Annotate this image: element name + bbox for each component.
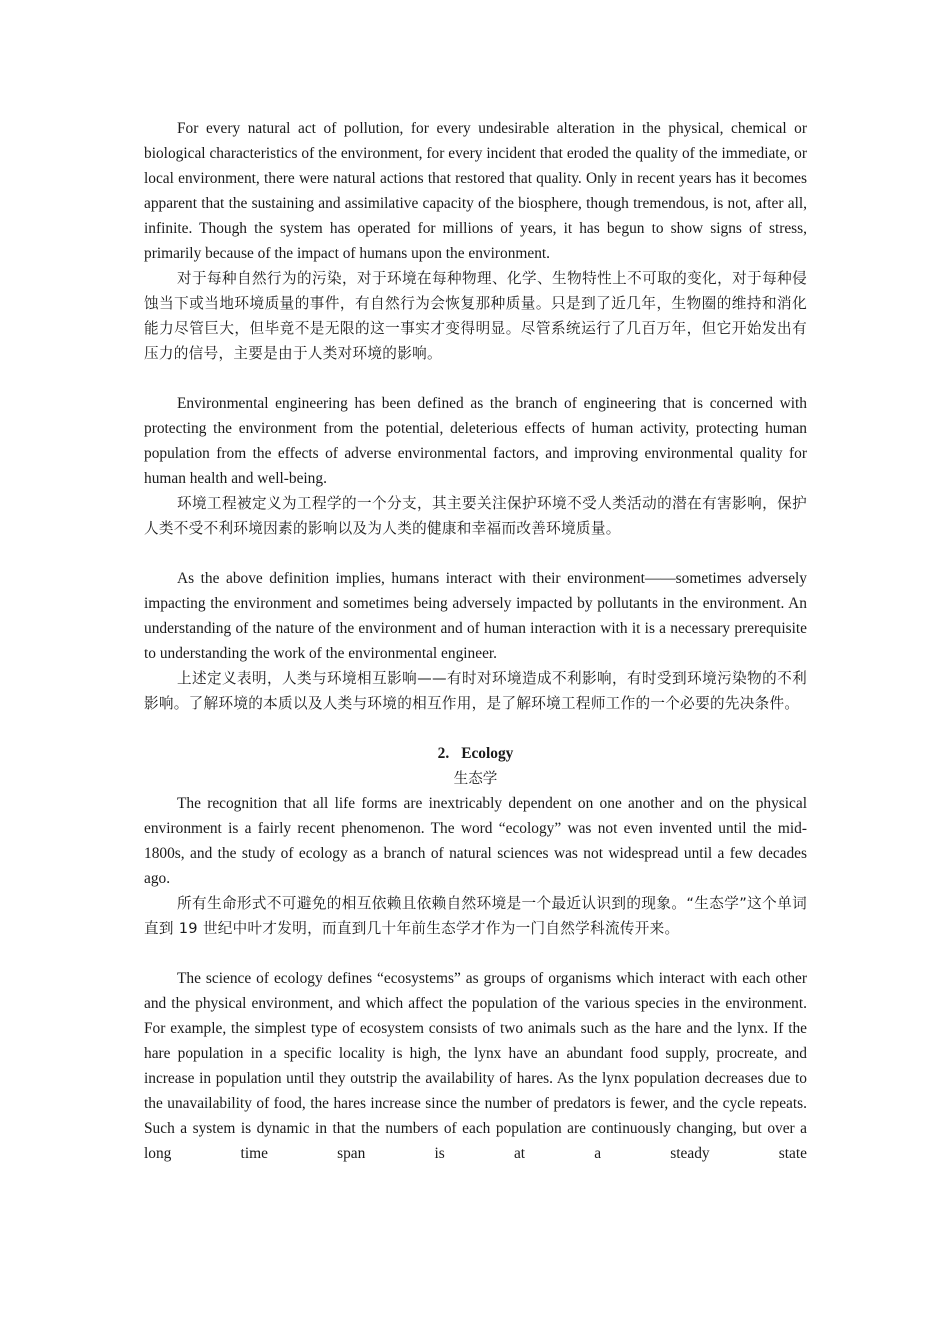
paragraph-gap — [144, 541, 807, 566]
paragraph-gap — [144, 716, 807, 741]
paragraph-recognition-en: The recognition that all life forms are inextricably dependent on one another and on the physical environment is a fairly recent phenomenon. The word “ecology” was not even invented until the mid-1800s, and the study of ecology as a branch of natural sciences was not widespread until a few decades ago. — [144, 795, 807, 887]
paragraph-ecosystems-en: The science of ecology defines “ecosystems” as groups of organisms which interact with each other and the physical environment, and which affect the population of the various species in the environment. For example, the simplest type of ecosystem consists of two animals such as the hare and the lynx. If the hare population in a specific locality is high, the lynx have an abundant food supply, procreate, and increase in population until they outstrip the availability of hares. As the lynx population decreases due to the unavailability of food, the hares increase since the number of predators is fewer, and the cycle repeats. Such a system is dynamic in that the numbers of each population are continuously changing, but over a long time span is at a steady state — [144, 970, 807, 1162]
paragraph-pollution-zh: 对于每种自然行为的污染，对于环境在每种物理、化学、生物特性上不可取的变化，对于每种侵蚀当下或当地环境质量的事件，有自然行为会恢复那种质量。只是到了近几年，生物圈的维持和消化能力尽管巨大，但毕竟不是无限的这一事实才变得明显。尽管系统运行了几百万年，但它开始发出有压力的信号，主要是由于人类对环境的影响。 — [144, 270, 807, 362]
section-title-zh: 生态学 — [453, 770, 498, 787]
paragraph-interaction-zh: 上述定义表明，人类与环境相互影响——有时对环境造成不利影响，有时受到环境污染物的不利影响。了解环境的本质以及人类与环境的相互作用，是了解环境工程师工作的一个必要的先决条件。 — [144, 670, 807, 712]
section-heading — [144, 741, 807, 766]
document-page — [144, 116, 807, 1166]
paragraph-interaction-en: As the above definition implies, humans interact with their environment——sometimes adversely impacting the environment and sometimes being adversely impacted by pollutants in the environment. An understanding of the nature of the environment and of human interaction with it is a necessary prerequisite to understanding the work of the environmental engineer. — [144, 570, 807, 662]
paragraph-gap — [144, 941, 807, 966]
paragraph-gap — [144, 366, 807, 391]
section-number: 2. — [437, 745, 450, 762]
paragraph-pollution-en: For every natural act of pollution, for every undesirable alteration in the physical, chemical or biological characteristics of the environment, for every incident that eroded the quality of the immediate, or local environment, there were natural actions that restored that quality. Only in recent years has it becomes apparent that the sustaining and assimilative capacity of the biosphere, though tremendous, is not, after all, infinite. Though the system has operated for millions of years, it has begun to show signs of stress, primarily because of the impact of humans upon the environment. — [144, 120, 807, 262]
section-title: Ecology — [461, 745, 514, 762]
paragraph-definition-en: Environmental engineering has been defined as the branch of engineering that is concerned with protecting the environment from the potential, deleterious effects of human activity, protecting human population from the effects of adverse environmental factors, and improving environmental quality for human health and well-being. — [144, 395, 807, 487]
paragraph-recognition-zh: 所有生命形式不可避免的相互依赖且依赖自然环境是一个最近认识到的现象。“生态学”这个单词直到 19 世纪中叶才发明，而直到几十年前生态学才作为一门自然学科流传开来。 — [144, 895, 807, 937]
paragraph-definition-zh: 环境工程被定义为工程学的一个分支，其主要关注保护环境不受人类活动的潜在有害影响，保护人类不受不利环境因素的影响以及为人类的健康和幸福而改善环境质量。 — [144, 495, 807, 537]
